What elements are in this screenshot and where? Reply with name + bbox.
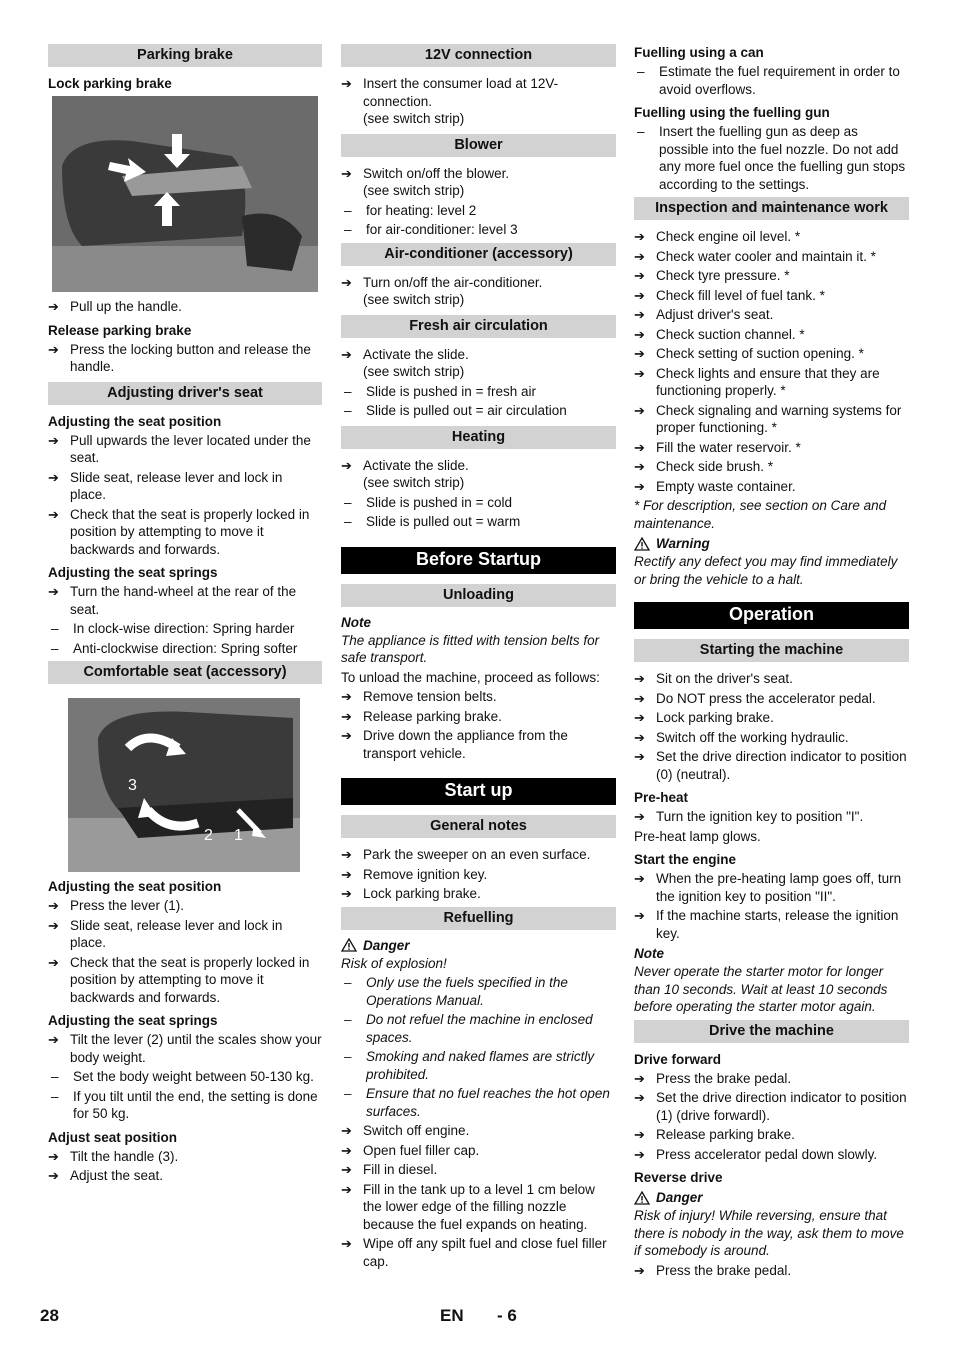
arrow-right-icon: ➔ xyxy=(634,459,645,474)
arrow-right-icon: ➔ xyxy=(48,917,59,933)
list-item: ➔ Insert the consumer load at 12V-connection. (see switch strip) xyxy=(341,76,559,126)
arrow-right-icon: ➔ xyxy=(634,871,645,886)
arrow-right-icon: ➔ xyxy=(341,1162,352,1177)
list-item: ➔ Check engine oil level. * xyxy=(634,229,801,244)
parking-brake-photo xyxy=(52,96,318,292)
dash-marker: – xyxy=(637,124,645,139)
section-drive: Drive the machine xyxy=(634,1020,909,1043)
arrow-right-icon: ➔ xyxy=(48,341,59,357)
list-item: ➔ Slide seat, release lever and lock in place. xyxy=(48,469,283,502)
list-item: ➔ Release parking brake. xyxy=(341,708,502,724)
list-item: – Slide is pulled out = air circulation xyxy=(341,402,616,420)
dash-marker: – xyxy=(344,1086,352,1101)
list-item: ➔ Fill in diesel. xyxy=(341,1162,438,1177)
list-item: ➔ Fill the water reservoir. * xyxy=(634,439,801,455)
dash-marker: – xyxy=(51,1069,59,1084)
list-item: ➔ Activate the slide. (see switch strip) xyxy=(341,346,469,379)
list-item: ➔ If the machine starts, release the ignition key. xyxy=(634,908,899,941)
list-item: ➔ Check setting of suction opening. * xyxy=(634,346,864,361)
list-item: – Insert the fuelling gun as deep as possible into the fuel nozzle. Do not add any more fuel once the fuelling gun stops according to the settings. xyxy=(634,123,909,193)
heading-preheat: Pre-heat xyxy=(634,790,689,805)
note-heading: Note xyxy=(341,614,371,630)
list-item: – Smoking and naked flames are strictly prohibited. xyxy=(341,1048,616,1083)
unload-intro: To unload the machine, proceed as follows: xyxy=(341,669,600,685)
preheat-text: Pre-heat lamp glows. xyxy=(634,828,761,844)
warning-heading: Warning xyxy=(634,536,909,551)
section-unloading: Unloading xyxy=(341,584,616,607)
heading-adj-seat-position: Adjusting the seat position xyxy=(48,413,222,429)
list-item: – If you tilt until the end, the setting is done for 50 kg. xyxy=(48,1088,322,1123)
arrow-right-icon: ➔ xyxy=(634,478,645,494)
dash-marker: – xyxy=(344,222,352,237)
dash-marker: – xyxy=(51,1088,59,1104)
heading-drive-forward: Drive forward xyxy=(634,1051,722,1067)
list-item: ➔ Turn the hand-wheel at the rear of the seat. xyxy=(48,584,297,617)
list-item: ➔ Adjust driver's seat. xyxy=(634,307,774,322)
list-item: ➔ Press the locking button and release the handle. xyxy=(48,341,311,374)
arrow-right-icon: ➔ xyxy=(634,365,645,381)
list-item: ➔ Remove tension belts. xyxy=(341,689,497,704)
warning-triangle-icon xyxy=(634,537,650,551)
list-item: ➔ Drive down the appliance from the transport vehicle. xyxy=(341,728,568,761)
list-item: ➔ Lock parking brake. xyxy=(634,710,774,725)
dash-marker: – xyxy=(51,621,59,636)
list-item: ➔ Pull upwards the lever located under the seat. xyxy=(48,432,311,465)
arrow-right-icon: ➔ xyxy=(634,749,645,764)
list-item: ➔ Check that the seat is properly locked in position by attempting to move it backwards and forwards. xyxy=(48,954,310,1005)
list-item: ➔ Sit on the driver's seat. xyxy=(634,671,793,686)
list-item: ➔ Press accelerator pedal down slowly. xyxy=(634,1146,878,1162)
dash-marker: – xyxy=(344,514,352,529)
list-item: ➔ Check tyre pressure. * xyxy=(634,268,790,283)
dash-marker: – xyxy=(344,1012,352,1027)
list-item: ➔ Pull up the handle. xyxy=(48,299,182,314)
arrow-right-icon: ➔ xyxy=(341,1123,352,1138)
arrow-right-icon: ➔ xyxy=(341,1142,352,1158)
arrow-right-icon: ➔ xyxy=(341,728,352,743)
list-item: ➔ Check that the seat is properly locked in position by attempting to move it backwards and forwards. xyxy=(48,506,310,557)
section-12v-connection: 12V connection xyxy=(341,44,616,67)
section-starting: Starting the machine xyxy=(634,639,909,662)
arrow-right-icon: ➔ xyxy=(48,584,59,599)
section-comfortable-seat: Comfortable seat (accessory) xyxy=(48,661,322,684)
warning-triangle-icon xyxy=(634,1191,650,1205)
section-blower: Blower xyxy=(341,134,616,157)
parking-brake-illustration xyxy=(52,96,318,292)
warning-text: Rectify any defect you may find immediately or bring the vehicle to a halt. xyxy=(634,554,898,587)
list-item: ➔ Release parking brake. xyxy=(634,1127,795,1142)
note-text: Never operate the starter motor for longer than 10 seconds. Wait at least 10 seconds before operating the starter motor again. xyxy=(634,964,888,1014)
list-item: – Do not refuel the machine in enclosed spaces. xyxy=(341,1011,616,1046)
arrow-right-icon: ➔ xyxy=(634,1262,645,1278)
list-item: – Slide is pushed in = cold xyxy=(341,494,616,512)
arrow-right-icon: ➔ xyxy=(341,76,352,91)
heading-adjust-seat-position: Adjust seat position xyxy=(48,1129,178,1145)
list-item: ➔ Switch on/off the blower. (see switch strip) xyxy=(341,165,510,198)
list-item: ➔ Check fill level of fuel tank. * xyxy=(634,287,825,303)
page-number: 28 xyxy=(40,1306,59,1325)
arrow-right-icon: ➔ xyxy=(341,689,352,704)
arrow-right-icon: ➔ xyxy=(634,1070,645,1086)
photo-label-2: 2 xyxy=(204,827,213,844)
heading-reverse-drive: Reverse drive xyxy=(634,1170,723,1185)
arrow-right-icon: ➔ xyxy=(341,847,352,862)
section-aircon: Air-conditioner (accessory) xyxy=(341,243,616,266)
arrow-right-icon: ➔ xyxy=(48,954,59,970)
arrow-right-icon: ➔ xyxy=(634,268,645,283)
section-general-notes: General notes xyxy=(341,815,616,838)
arrow-right-icon: ➔ xyxy=(341,708,352,724)
list-item: ➔ Turn the ignition key to position "I". xyxy=(634,809,864,824)
section-heating: Heating xyxy=(341,426,616,449)
arrow-right-icon: ➔ xyxy=(634,710,645,725)
arrow-right-icon: ➔ xyxy=(48,1032,59,1047)
chapter-before-startup: Before Startup xyxy=(341,547,616,574)
danger-heading: Danger xyxy=(634,1190,909,1205)
column-1 xyxy=(48,44,322,1187)
note-text: The appliance is fitted with tension belts for safe transport. xyxy=(341,632,600,665)
heading-fuel-gun: Fuelling using the fuelling gun xyxy=(634,105,830,120)
list-item: – Set the body weight between 50-130 kg. xyxy=(48,1068,322,1086)
arrow-right-icon: ➔ xyxy=(634,1146,645,1162)
list-item: ➔ Activate the slide. (see switch strip) xyxy=(341,457,469,490)
dash-marker: – xyxy=(344,975,352,990)
list-item: ➔ Wipe off any spilt fuel and close fuel filler cap. xyxy=(341,1236,607,1269)
comfortable-seat-photo xyxy=(68,698,300,872)
arrow-right-icon: ➔ xyxy=(634,729,645,745)
list-item: ➔ Check suction channel. * xyxy=(634,326,805,342)
list-item: – Estimate the fuel requirement in order to avoid overflows. xyxy=(634,63,909,98)
note-heading: Note xyxy=(634,946,664,961)
arrow-right-icon: ➔ xyxy=(634,402,645,418)
list-item: – In clock-wise direction: Spring harder xyxy=(48,620,322,638)
arrow-right-icon: ➔ xyxy=(341,866,352,882)
list-item: ➔ Check side brush. * xyxy=(634,459,774,474)
arrow-right-icon: ➔ xyxy=(48,1168,59,1183)
list-item: ➔ Slide seat, release lever and lock in place. xyxy=(48,917,283,950)
list-item: ➔ Press the brake pedal. xyxy=(634,1262,792,1278)
arrow-right-icon: ➔ xyxy=(634,809,645,824)
heading-start-engine: Start the engine xyxy=(634,852,737,867)
list-item: ➔ Set the drive direction indicator to position (0) (neutral). xyxy=(634,749,907,782)
heading-adj-seat-position-2: Adjusting the seat position xyxy=(48,879,222,894)
column-3 xyxy=(634,44,909,1281)
list-item: ➔ Open fuel filler cap. xyxy=(341,1142,480,1158)
arrow-right-icon: ➔ xyxy=(634,671,645,686)
dash-marker: – xyxy=(51,640,59,656)
arrow-right-icon: ➔ xyxy=(634,248,645,264)
list-item: ➔ Park the sweeper on an even surface. xyxy=(341,847,591,862)
danger-text: Risk of injury! While reversing, ensure that there is nobody in the way, ask them to move if somebody is around. xyxy=(634,1208,904,1258)
dash-marker: – xyxy=(344,494,352,510)
arrow-right-icon: ➔ xyxy=(48,432,59,448)
chapter-start-up: Start up xyxy=(341,778,616,805)
arrow-right-icon: ➔ xyxy=(48,506,59,522)
list-item: ➔ Press the lever (1). xyxy=(48,898,185,913)
arrow-right-icon: ➔ xyxy=(634,307,645,322)
arrow-right-icon: ➔ xyxy=(48,898,59,913)
list-item: ➔ Check water cooler and maintain it. * xyxy=(634,248,876,264)
arrow-right-icon: ➔ xyxy=(48,299,59,314)
list-item: ➔ Tilt the handle (3). xyxy=(48,1148,179,1164)
list-item: ➔ Adjust the seat. xyxy=(48,1168,164,1183)
heading-release-parking-brake: Release parking brake xyxy=(48,322,192,338)
list-item: ➔ Fill in the tank up to a level 1 cm below the lower edge of the filling nozzle because the fuel expands on heating. xyxy=(341,1181,595,1232)
arrow-right-icon: ➔ xyxy=(634,287,645,303)
arrow-right-icon: ➔ xyxy=(634,908,645,923)
arrow-right-icon: ➔ xyxy=(634,229,645,244)
danger-heading: Danger xyxy=(341,938,616,953)
heading-lock-parking-brake: Lock parking brake xyxy=(48,76,172,91)
dash-marker: – xyxy=(344,1049,352,1064)
heading-adj-seat-springs: Adjusting the seat springs xyxy=(48,565,218,580)
list-item: ➔ Lock parking brake. xyxy=(341,886,481,901)
dash-marker: – xyxy=(344,383,352,399)
list-item: – Slide is pushed in = fresh air xyxy=(341,383,616,401)
list-item: – for heating: level 2 xyxy=(341,202,616,220)
arrow-right-icon: ➔ xyxy=(634,439,645,455)
list-item: ➔ Check lights and ensure that they are functioning properly. * xyxy=(634,365,880,398)
warning-triangle-icon xyxy=(341,938,357,952)
arrow-right-icon: ➔ xyxy=(341,274,352,290)
list-item: – Slide is pulled out = warm xyxy=(341,513,616,531)
list-item: ➔ Empty waste container. xyxy=(634,478,796,494)
arrow-right-icon: ➔ xyxy=(634,1127,645,1142)
arrow-right-icon: ➔ xyxy=(341,886,352,901)
photo-label-3: 3 xyxy=(128,777,137,794)
heading-adj-seat-springs-2: Adjusting the seat springs xyxy=(48,1013,218,1028)
photo-label-1: 1 xyxy=(234,827,243,844)
dash-marker: – xyxy=(637,64,645,79)
list-item: ➔ Do NOT press the accelerator pedal. xyxy=(634,690,876,706)
footnote: * For description, see section on Care and maintenance. xyxy=(634,498,887,531)
list-item: ➔ Switch off engine. xyxy=(341,1123,470,1138)
arrow-right-icon: ➔ xyxy=(48,1148,59,1164)
language-code: EN xyxy=(440,1306,464,1325)
dash-marker: – xyxy=(344,403,352,418)
sub-page-number: - 6 xyxy=(497,1306,517,1325)
section-parking-brake: Parking brake xyxy=(48,44,322,67)
list-item: – Anti-clockwise direction: Spring softer xyxy=(48,640,322,658)
arrow-right-icon: ➔ xyxy=(341,1181,352,1197)
comfortable-seat-illustration xyxy=(68,698,300,872)
section-fresh-air: Fresh air circulation xyxy=(341,315,616,338)
arrow-right-icon: ➔ xyxy=(634,326,645,342)
dash-marker: – xyxy=(344,202,352,218)
list-item: – Ensure that no fuel reaches the hot open surfaces. xyxy=(341,1085,616,1120)
list-item: ➔ Turn on/off the air-conditioner. (see switch strip) xyxy=(341,274,543,307)
arrow-right-icon: ➔ xyxy=(341,165,352,181)
heading-fuel-can: Fuelling using a can xyxy=(634,45,764,60)
list-item: ➔ When the pre-heating lamp goes off, turn the ignition key to position "II". xyxy=(634,871,902,904)
list-item: ➔ Press the brake pedal. xyxy=(634,1070,792,1086)
arrow-right-icon: ➔ xyxy=(634,1090,645,1105)
list-item: ➔ Remove ignition key. xyxy=(341,866,488,882)
section-refuelling: Refuelling xyxy=(341,907,616,930)
section-adjusting-seat: Adjusting driver's seat xyxy=(48,382,322,405)
arrow-right-icon: ➔ xyxy=(634,346,645,361)
arrow-right-icon: ➔ xyxy=(341,1236,352,1251)
list-item: ➔ Tilt the lever (2) until the scales show your body weight. xyxy=(48,1032,322,1065)
arrow-right-icon: ➔ xyxy=(634,690,645,706)
arrow-right-icon: ➔ xyxy=(341,457,352,473)
list-item: – for air-conditioner: level 3 xyxy=(341,221,616,239)
arrow-right-icon: ➔ xyxy=(48,469,59,485)
column-2 xyxy=(341,44,616,1272)
list-item: – Only use the fuels specified in the Operations Manual. xyxy=(341,974,616,1009)
list-item: ➔ Check signaling and warning systems for proper functioning. * xyxy=(634,402,902,435)
danger-text: Risk of explosion! xyxy=(341,955,447,971)
section-inspection: Inspection and maintenance work xyxy=(634,197,909,220)
list-item: ➔ Switch off the working hydraulic. xyxy=(634,729,849,745)
arrow-right-icon: ➔ xyxy=(341,346,352,362)
list-item: ➔ Set the drive direction indicator to position (1) (drive forwardl). xyxy=(634,1090,907,1123)
chapter-operation: Operation xyxy=(634,602,909,629)
